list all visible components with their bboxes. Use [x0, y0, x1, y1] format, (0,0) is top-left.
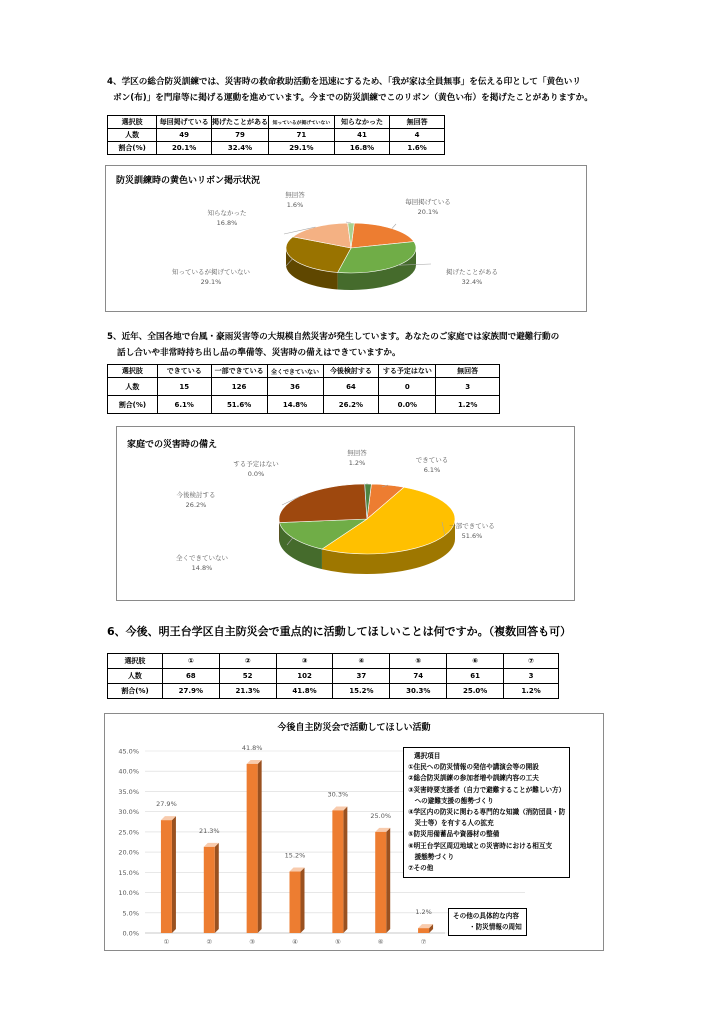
- pie-data-label: 51.6%: [461, 532, 483, 540]
- table-cell: 64: [323, 378, 379, 396]
- table-cell: ⑦: [504, 654, 559, 669]
- table-cell: 4: [390, 129, 445, 142]
- bar-data-label: 41.8%: [241, 743, 263, 752]
- table-cell: 51.6%: [211, 396, 267, 414]
- table-cell: 6.1%: [157, 396, 211, 414]
- q5-table: [107, 364, 500, 414]
- pie-data-label: 20.1%: [417, 208, 439, 216]
- table-row: [108, 684, 559, 699]
- table-cell: 52: [219, 669, 276, 684]
- bar-data-label: 27.9%: [156, 800, 177, 809]
- table-row: [108, 365, 500, 378]
- legend-item: 災士等）を有する人の拡充: [408, 819, 494, 828]
- table-cell: 41: [334, 129, 390, 142]
- table-cell: 知っているが掲げていない: [269, 116, 335, 129]
- table-cell: 32.4%: [212, 142, 269, 155]
- question-5-text: [107, 329, 559, 361]
- table-row: [108, 129, 445, 142]
- bar: [204, 847, 215, 933]
- bar-side: [343, 806, 347, 933]
- table-cell: 21.3%: [219, 684, 276, 699]
- y-tick-label: 35.0%: [118, 787, 139, 796]
- table-cell: 選択肢: [108, 116, 157, 129]
- pie-category-label: する予定はない: [233, 460, 279, 468]
- table-cell: 選択肢: [108, 654, 163, 669]
- question-5-line-1: 5、近年、全国各地で台風・豪雨災害等の大規模自然災害が発生しています。あなたのご家庭では家族間で避難行動の: [107, 332, 560, 342]
- pie-chart-2: [117, 427, 574, 600]
- table-cell: 15.2%: [333, 684, 390, 699]
- table-cell: 0.0%: [379, 396, 436, 414]
- pie-category-label: 知らなかった: [207, 209, 247, 217]
- table-cell: 全くできていない: [267, 365, 323, 378]
- legend-title: 選択項目: [414, 752, 441, 760]
- table-cell: 15: [157, 378, 211, 396]
- bar-side: [386, 828, 390, 933]
- y-tick-label: 15.0%: [118, 868, 139, 877]
- table-cell: ⑥: [447, 654, 504, 669]
- pie-data-label: 14.8%: [191, 564, 213, 572]
- table-cell: 今後検討する: [323, 365, 379, 378]
- table-cell: 人数: [108, 669, 163, 684]
- table-cell: 選択肢: [108, 365, 158, 378]
- bar: [418, 928, 429, 933]
- legend-item: ⑥明王台学区周辺地域との災害時における相互支: [408, 841, 553, 850]
- pie-category-label: 無回答: [347, 449, 367, 457]
- table-cell: 毎回掲げている: [157, 116, 212, 129]
- table-cell: 102: [276, 669, 333, 684]
- y-tick-label: 25.0%: [118, 828, 139, 837]
- pie-category-label: 一部できている: [449, 522, 495, 530]
- pie-data-label: 0.0%: [247, 470, 265, 478]
- other-answers-item: ・防災情報の周知: [469, 923, 522, 931]
- other-answers-box: [448, 908, 527, 936]
- pie-slice: [279, 484, 367, 523]
- y-tick-label: 5.0%: [122, 909, 139, 918]
- chart-title: 防災訓練時の黄色いリボン掲示状況: [116, 176, 261, 186]
- question-4-line-1: 4、学区の総合防災訓練では、災害時の救命救助活動を迅速にするため、「我が家は全員無事」を伝える印として「黄色いリ: [107, 77, 581, 87]
- question-6-text: 6、今後、明王台学区自主防災会で重点的に活動してほしいことは何ですか。（複数回答も可）: [107, 625, 572, 638]
- table-cell: ②: [219, 654, 276, 669]
- pie-data-label: 26.2%: [185, 501, 207, 509]
- table-row: [108, 654, 559, 669]
- chart-title: 今後自主防災会で活動してほしい活動: [277, 723, 431, 733]
- legend-item: ②総合防災訓練の参加者増や訓練内容の工夫: [408, 774, 539, 783]
- y-tick-label: 20.0%: [118, 848, 139, 857]
- table-cell: 1.2%: [436, 396, 500, 414]
- table-cell: 41.8%: [276, 684, 333, 699]
- pie-category-label: 知っているが掲げていない: [172, 268, 250, 276]
- table-row: [108, 669, 559, 684]
- x-tick-label: ①: [163, 938, 170, 946]
- legend-item: ⑤防災用備蓄品や資器材の整備: [408, 830, 500, 839]
- question-5-line-2: 話し合いや非常時持ち出し品の準備等、災害時の備えはできていますか。: [117, 348, 401, 358]
- bar-chart-frame: [104, 713, 604, 951]
- x-tick-label: ②: [206, 938, 213, 946]
- bar-data-label: 1.2%: [415, 908, 432, 917]
- legend-item: ①住民への防災情報の発信や講演会等の開設: [408, 763, 539, 772]
- y-tick-label: 45.0%: [118, 747, 139, 756]
- table-cell: 0: [379, 378, 436, 396]
- table-cell: 30.3%: [390, 684, 447, 699]
- legend-item: への避難支援の態勢づくり: [408, 796, 494, 805]
- q6-table: [107, 653, 559, 699]
- table-cell: 1.2%: [504, 684, 559, 699]
- bar-side: [215, 843, 219, 933]
- pie-data-label: 32.4%: [461, 278, 483, 286]
- bar-side: [258, 760, 262, 933]
- table-cell: 29.1%: [269, 142, 335, 155]
- legend-item: ④学区内の防災に関わる専門的な知識（消防団員・防: [408, 808, 566, 817]
- table-cell: 71: [269, 129, 335, 142]
- table-cell: ③: [276, 654, 333, 669]
- table-cell: ①: [162, 654, 219, 669]
- table-cell: 人数: [108, 378, 158, 396]
- table-cell: 49: [157, 129, 212, 142]
- table-cell: ⑤: [390, 654, 447, 669]
- pie-data-label: 29.1%: [200, 278, 222, 286]
- bar-data-label: 15.2%: [284, 851, 306, 860]
- bar-side: [301, 868, 305, 933]
- table-cell: 割合(%): [108, 684, 163, 699]
- bar: [375, 832, 386, 933]
- table-cell: 126: [211, 378, 267, 396]
- table-cell: する予定はない: [379, 365, 436, 378]
- pie-data-label: 1.6%: [286, 201, 304, 209]
- table-row: [108, 396, 500, 414]
- bar: [290, 872, 301, 933]
- table-cell: 36: [267, 378, 323, 396]
- table-row: [108, 378, 500, 396]
- question-4-line-2: ボン(布)」を門扉等に掲げる運動を進めています。今までの防災訓練でこのリボン（黄色い布）を掲げたことがありますか。: [113, 93, 593, 103]
- other-answers-title: その他の具体的な内容: [453, 912, 519, 920]
- table-cell: 79: [212, 129, 269, 142]
- table-cell: ④: [333, 654, 390, 669]
- pie-category-label: できている: [415, 456, 449, 464]
- bar: [161, 820, 172, 933]
- bar: [332, 810, 343, 933]
- pie-category-label: 全くできていない: [176, 554, 228, 562]
- leader-line: [392, 224, 396, 229]
- x-tick-label: ⑤: [334, 938, 341, 946]
- table-row: [108, 142, 445, 155]
- pie-data-label: 6.1%: [423, 466, 441, 474]
- table-cell: 61: [447, 669, 504, 684]
- table-cell: 割合(%): [108, 396, 158, 414]
- pie-category-label: 無回答: [285, 191, 305, 199]
- table-cell: できている: [157, 365, 211, 378]
- table-cell: 一部できている: [211, 365, 267, 378]
- table-cell: 3: [504, 669, 559, 684]
- q4-table: [107, 115, 445, 155]
- pie-chart-1-frame: [105, 165, 587, 312]
- x-tick-label: ⑥: [377, 938, 384, 946]
- table-cell: 14.8%: [267, 396, 323, 414]
- table-cell: 3: [436, 378, 500, 396]
- x-tick-label: ③: [249, 938, 256, 946]
- table-cell: 無回答: [436, 365, 500, 378]
- table-cell: 掲げたことがある: [212, 116, 269, 129]
- pie-category-label: 今後検討する: [176, 491, 216, 499]
- table-cell: 26.2%: [323, 396, 379, 414]
- chart-title: 家庭での災害時の備え: [127, 440, 218, 450]
- table-cell: 16.8%: [334, 142, 390, 155]
- pie-category-label: 掲げたことがある: [446, 268, 498, 276]
- legend-item: ③災害時要支援者（自力で避難することが難しい方）: [408, 785, 566, 794]
- pie-data-label: 1.2%: [348, 459, 366, 467]
- bar-chart-legend: [403, 747, 570, 878]
- y-tick-label: 30.0%: [118, 808, 139, 817]
- pie-chart-2-frame: [116, 426, 575, 601]
- bar-side: [172, 816, 176, 933]
- table-cell: 68: [162, 669, 219, 684]
- bar-data-label: 25.0%: [370, 811, 392, 820]
- table-cell: 1.6%: [390, 142, 445, 155]
- table-cell: 割合(%): [108, 142, 157, 155]
- pie-category-label: 毎回掲げている: [405, 198, 451, 206]
- x-tick-label: ⑦: [420, 938, 427, 946]
- table-cell: 人数: [108, 129, 157, 142]
- bar-data-label: 21.3%: [198, 826, 220, 835]
- table-cell: 74: [390, 669, 447, 684]
- table-cell: 27.9%: [162, 684, 219, 699]
- y-tick-label: 10.0%: [118, 889, 139, 898]
- table-cell: 無回答: [390, 116, 445, 129]
- legend-item: ⑦その他: [408, 864, 434, 873]
- table-cell: 20.1%: [157, 142, 212, 155]
- table-cell: 知らなかった: [334, 116, 390, 129]
- x-tick-label: ④: [292, 938, 298, 946]
- y-tick-label: 0.0%: [122, 929, 139, 938]
- table-cell: 25.0%: [447, 684, 504, 699]
- pie-chart-1: [106, 166, 586, 311]
- legend-item: 援態勢づくり: [408, 852, 455, 861]
- question-4-text: [107, 74, 593, 106]
- table-row: [108, 116, 445, 129]
- bar-data-label: 30.3%: [327, 790, 349, 799]
- table-cell: 37: [333, 669, 390, 684]
- y-tick-label: 40.0%: [118, 767, 139, 776]
- bar: [247, 764, 258, 933]
- pie-data-label: 16.8%: [216, 219, 238, 227]
